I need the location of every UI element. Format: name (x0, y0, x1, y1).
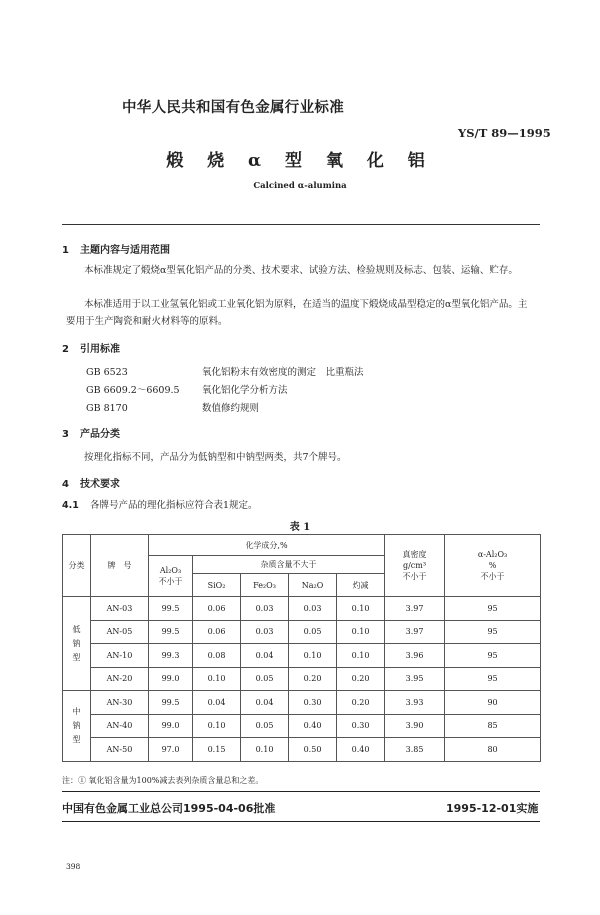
reference-code: GB 6609.2～6609.5 (86, 385, 180, 396)
group-label: 低钠型 (72, 624, 81, 662)
header-sio2: SiO₂ (193, 574, 241, 597)
group-low-sodium (63, 597, 91, 691)
cell-sio2: 0.06 (193, 620, 241, 644)
cell-loss: 0.10 (337, 597, 385, 621)
footer-divider-bottom (62, 821, 540, 822)
section-1-heading (62, 241, 170, 256)
footer-divider-top (62, 791, 540, 792)
cell-al2o3: 99.3 (149, 644, 193, 668)
cell-density: 3.93 (385, 691, 445, 715)
cell-al2o3: 99.5 (149, 691, 193, 715)
cell-loss: 0.20 (337, 667, 385, 691)
cell-loss: 0.10 (337, 620, 385, 644)
header-alpha-line-2: % (488, 561, 497, 570)
header-al2o3-line-1: Al₂O₃ (159, 566, 182, 575)
cell-alpha: 95 (445, 597, 541, 621)
cell-fe2o3: 0.05 (241, 714, 289, 738)
cell-grade: AN-40 (91, 714, 149, 738)
section-number: 1 (62, 245, 69, 256)
implementation-date: 1995-12-01实施 (446, 802, 539, 815)
reference-item (86, 400, 259, 414)
cell-density: 3.85 (385, 738, 445, 762)
reference-name: 氧化铝化学分析方法 (202, 385, 288, 396)
table-row (63, 738, 541, 762)
cell-alpha: 95 (445, 667, 541, 691)
cell-al2o3: 97.0 (149, 738, 193, 762)
cell-loss: 0.30 (337, 714, 385, 738)
header-true-density (385, 535, 445, 597)
header-chemical-composition: 化学成分,% (149, 535, 385, 556)
section-number: 4 (62, 479, 69, 490)
header-alpha-line-1: α-Al₂O₃ (477, 550, 508, 559)
section-number: 3 (62, 429, 69, 440)
cell-grade: AN-50 (91, 738, 149, 762)
header-divider (62, 224, 540, 225)
cell-al2o3: 99.5 (149, 597, 193, 621)
section-title: 主题内容与适用范围 (80, 245, 170, 256)
cell-alpha: 80 (445, 738, 541, 762)
header-density-line-3: 不小于 (402, 572, 427, 581)
header-al2o3-line-2: 不小于 (158, 577, 183, 586)
table-note: 注：① 氧化铝含量为100%减去表列杂质含量总和之差。 (62, 776, 264, 785)
section-2-heading (62, 340, 120, 355)
header-impurity: 杂质含量不大于 (193, 556, 385, 574)
cell-na2o: 0.50 (289, 738, 337, 762)
cell-fe2o3: 0.05 (241, 667, 289, 691)
section-title: 技术要求 (80, 479, 120, 490)
approval-line: 中国有色金属工业总公司1995-04-06批准 (62, 802, 276, 815)
cell-density: 3.90 (385, 714, 445, 738)
cell-density: 3.97 (385, 620, 445, 644)
table-row (63, 597, 541, 621)
reference-item (86, 382, 288, 396)
table-row (63, 620, 541, 644)
header-density-line-1: 真密度 (402, 550, 427, 559)
cell-density: 3.97 (385, 597, 445, 621)
table-row (63, 714, 541, 738)
section-1-paragraph-2: 本标准适用于以工业氢氧化铝或工业氧化铝为原料，在适当的温度下煅烧成晶型稳定的α型氧化铝产品。主要用于生产陶瓷和耐火材料等的原料。 (66, 299, 528, 327)
header-alpha-line-3: 不小于 (480, 572, 505, 581)
header-grade: 牌 号 (91, 535, 149, 597)
cell-grade: AN-05 (91, 620, 149, 644)
cell-loss: 0.10 (337, 644, 385, 668)
cell-sio2: 0.10 (193, 714, 241, 738)
document-title: 煅 烧 α 型 氧 化 铝 (166, 151, 434, 171)
cell-fe2o3: 0.04 (241, 644, 289, 668)
cell-na2o: 0.40 (289, 714, 337, 738)
cell-grade: AN-03 (91, 597, 149, 621)
header-loss: 灼减 (337, 574, 385, 597)
cell-fe2o3: 0.03 (241, 620, 289, 644)
reference-item (86, 364, 364, 378)
cell-alpha: 95 (445, 644, 541, 668)
header-na2o: Na₂O (289, 574, 337, 597)
section-3-paragraph-1: 按理化指标不同，产品分为低钠型和中钠型两类，共7个牌号。 (84, 452, 347, 463)
table-caption: 表 1 (289, 522, 311, 533)
cell-grade: AN-10 (91, 644, 149, 668)
table-row (63, 667, 541, 691)
subsection-number: 4.1 (62, 500, 79, 511)
cell-alpha: 85 (445, 714, 541, 738)
cell-grade: AN-20 (91, 667, 149, 691)
cell-grade: AN-30 (91, 691, 149, 715)
table-row (63, 644, 541, 668)
cell-loss: 0.20 (337, 691, 385, 715)
header-fe2o3: Fe₂O₃ (241, 574, 289, 597)
header-al2o3 (149, 556, 193, 597)
standard-number: YS/T 89—1995 (458, 126, 551, 140)
cell-sio2: 0.15 (193, 738, 241, 762)
cell-na2o: 0.30 (289, 691, 337, 715)
document-subtitle: Calcined α-alumina (253, 181, 347, 191)
cell-alpha: 95 (445, 620, 541, 644)
cell-sio2: 0.10 (193, 667, 241, 691)
header-category: 分类 (63, 535, 91, 597)
reference-code: GB 6523 (86, 367, 128, 378)
subsection-text: 各牌号产品的理化指标应符合表1规定。 (90, 500, 258, 511)
cell-sio2: 0.06 (193, 597, 241, 621)
section-1-paragraph-1: 本标准规定了煅烧α型氧化铝产品的分类、技术要求、试验方法、检验规则及标志、包装、运输、贮存。 (84, 265, 518, 276)
reference-name: 数值修约规则 (202, 403, 260, 414)
reference-name: 氧化铝粉末有效密度的测定 比重瓶法 (202, 367, 364, 378)
header-alpha-alumina (445, 535, 541, 597)
cell-fe2o3: 0.03 (241, 597, 289, 621)
spec-table (62, 534, 541, 762)
cell-na2o: 0.03 (289, 597, 337, 621)
cell-al2o3: 99.5 (149, 620, 193, 644)
section-title: 引用标准 (80, 344, 120, 355)
cell-loss: 0.40 (337, 738, 385, 762)
cell-al2o3: 99.0 (149, 667, 193, 691)
cell-density: 3.96 (385, 644, 445, 668)
group-mid-sodium (63, 691, 91, 762)
header-density-line-2: g/cm³ (402, 561, 427, 570)
cell-na2o: 0.20 (289, 667, 337, 691)
cell-fe2o3: 0.04 (241, 691, 289, 715)
reference-code: GB 8170 (86, 403, 128, 414)
page-number: 398 (66, 862, 81, 871)
group-label: 中钠型 (72, 706, 81, 744)
cell-na2o: 0.05 (289, 620, 337, 644)
cell-sio2: 0.08 (193, 644, 241, 668)
cell-density: 3.95 (385, 667, 445, 691)
section-number: 2 (62, 344, 69, 355)
org-title: 中华人民共和国有色金属行业标准 (122, 99, 344, 116)
table-row (63, 691, 541, 715)
cell-na2o: 0.10 (289, 644, 337, 668)
subsection-4-1 (62, 497, 258, 511)
section-title: 产品分类 (80, 429, 120, 440)
cell-al2o3: 99.0 (149, 714, 193, 738)
cell-alpha: 90 (445, 691, 541, 715)
section-3-heading (62, 425, 120, 440)
section-4-heading (62, 475, 120, 490)
cell-sio2: 0.04 (193, 691, 241, 715)
cell-fe2o3: 0.10 (241, 738, 289, 762)
